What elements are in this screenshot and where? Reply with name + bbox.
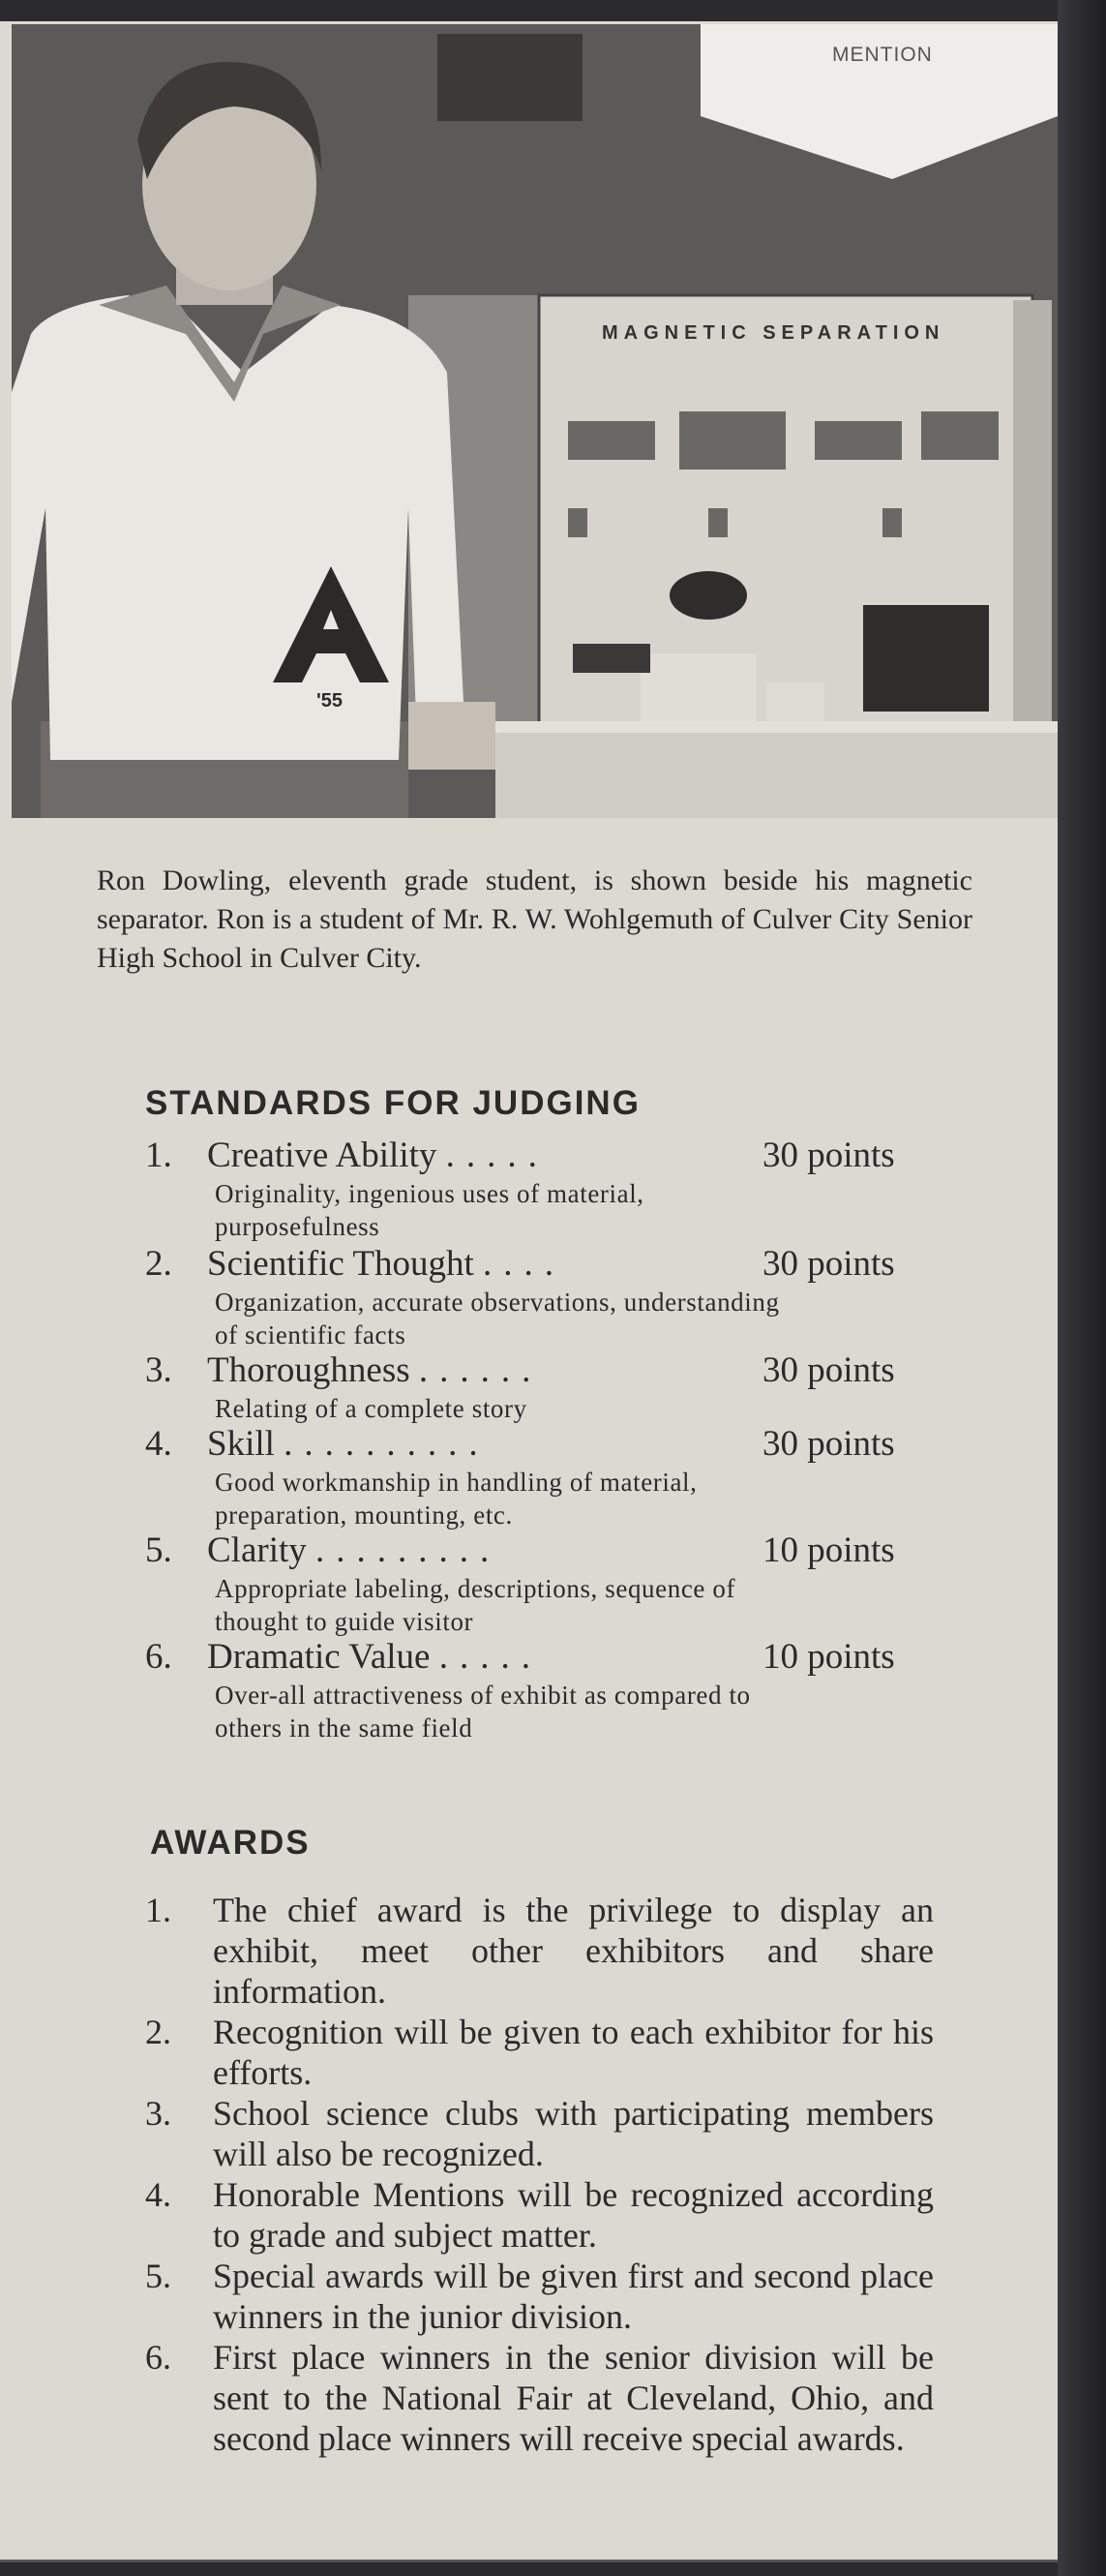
standard-number: 4. [145, 1424, 172, 1464]
standard-number: 3. [145, 1350, 172, 1390]
award-item [145, 2174, 934, 2256]
award-number: 1. [145, 1891, 171, 1929]
award-item [145, 2337, 934, 2459]
standard-name: Clarity ......... [207, 1530, 501, 1570]
standard-points: 10 points [762, 1637, 895, 1677]
photo-caption: Ron Dowling, eleventh grade student, is shown beside his magnetic separator. Ron is a student of Mr. R. W. Wohlgemuth of Culver City Senior High School in Culver City. [97, 864, 972, 974]
standard-name: Creative Ability ..... [207, 1136, 549, 1175]
standard-number: 1. [145, 1136, 172, 1175]
standard-item [145, 1349, 929, 1425]
standard-name: Scientific Thought .... [207, 1244, 565, 1284]
standards-title: STANDARDS FOR JUDGING [145, 1084, 641, 1122]
standard-item [145, 1423, 929, 1531]
standard-item [145, 1135, 929, 1243]
standard-number: 5. [145, 1530, 172, 1570]
awards-title: AWARDS [150, 1824, 311, 1862]
standard-points: 30 points [762, 1424, 895, 1464]
standard-description: Relating of a complete story [215, 1394, 527, 1423]
standard-points: 10 points [762, 1530, 895, 1570]
award-item [145, 2012, 934, 2093]
award-text: The chief award is the privilege to display an exhibit, meet other exhibitors and share information. [213, 1891, 934, 2011]
award-number: 6. [145, 2338, 171, 2377]
award-text: Special awards will be given first and second place winners in the junior division. [213, 2257, 934, 2336]
standard-description: Organization, accurate observations, understanding of scientific facts [215, 1288, 780, 1349]
award-number: 3. [145, 2094, 171, 2133]
award-item [145, 2256, 934, 2337]
award-text: Honorable Mentions will be recognized according to grade and subject matter. [213, 2175, 934, 2255]
standard-number: 6. [145, 1637, 172, 1677]
award-number: 5. [145, 2257, 171, 2295]
standard-name: Dramatic Value ..... [207, 1637, 542, 1677]
standard-description: Appropriate labeling, descriptions, sequence of thought to guide visitor [215, 1574, 736, 1636]
exhibit-photo [12, 24, 1058, 818]
standard-points: 30 points [762, 1244, 895, 1284]
awards-list [145, 1890, 934, 2459]
standard-points: 30 points [762, 1136, 895, 1175]
award-item [145, 1890, 934, 2012]
standard-description: Originality, ingenious uses of material, purposefulness [215, 1179, 644, 1241]
bottom-rule [0, 2560, 1058, 2562]
exhibit-board-title: MAGNETIC SEPARATION [602, 322, 945, 344]
standard-number: 2. [145, 1244, 172, 1284]
award-number: 2. [145, 2013, 171, 2051]
brochure-page [0, 21, 1058, 2562]
award-item [145, 2093, 934, 2174]
photo-illustration [12, 24, 1058, 818]
standard-item [145, 1243, 929, 1351]
standard-description: Good workmanship in handling of material, preparation, mounting, etc. [215, 1468, 698, 1530]
standard-name: Skill .......... [207, 1424, 490, 1464]
standard-name: Thoroughness ...... [207, 1350, 543, 1390]
sign-text: MENTION [832, 44, 933, 66]
page-spine [1058, 0, 1106, 2576]
award-text: School science clubs with participating members will also be recognized. [213, 2094, 934, 2173]
award-number: 4. [145, 2175, 171, 2214]
award-text: First place winners in the senior division will be sent to the National Fair at Cleveland, Ohio, and second place winners will receive special awards. [213, 2338, 934, 2458]
standard-item [145, 1530, 929, 1638]
sweater-year: '55 [316, 690, 344, 712]
standard-points: 30 points [762, 1350, 895, 1390]
award-text: Recognition will be given to each exhibitor for his efforts. [213, 2013, 934, 2092]
standard-description: Over-all attractiveness of exhibit as compared to others in the same field [215, 1681, 751, 1743]
standard-item [145, 1636, 929, 1744]
